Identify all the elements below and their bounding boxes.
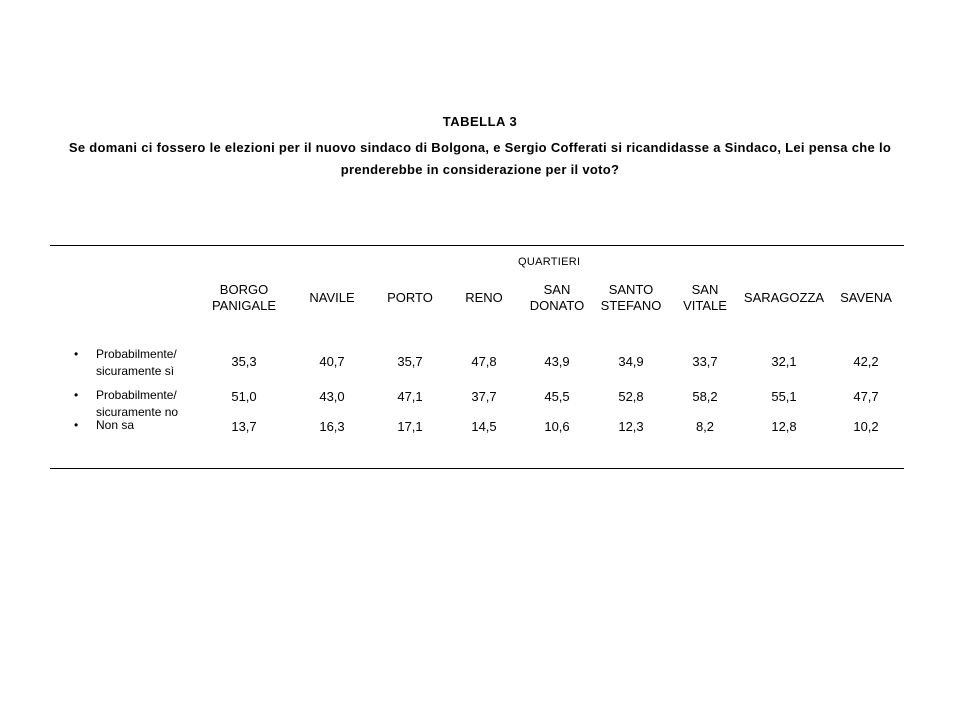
table-cell: 32,1	[771, 354, 797, 369]
row-label-text: Probabilmente/ sicuramente sì	[96, 347, 177, 378]
table-cell: 12,3	[618, 419, 644, 434]
table-cell: 35,3	[231, 354, 257, 369]
column-header: SANTO STEFANO	[600, 282, 662, 313]
table-question: Se domani ci fossero le elezioni per il nuovo sindaco di Bolgona, e Sergio Cofferati si ricandidasse a Sindaco, Lei pensa che lo prenderebbe in considerazione per il voto?	[68, 140, 892, 177]
table-cell: 37,7	[471, 389, 497, 404]
column-header: SAVENA	[840, 290, 892, 305]
table-cell: 58,2	[692, 389, 718, 404]
row-label	[74, 387, 178, 421]
table-cell: 14,5	[471, 419, 497, 434]
column-header: NAVILE	[309, 290, 355, 305]
table-cell: 47,7	[853, 389, 879, 404]
table-cell: 47,8	[471, 354, 497, 369]
table-title: TABELLA 3	[442, 114, 518, 129]
table-cell: 43,0	[319, 389, 345, 404]
table-cell: 55,1	[771, 389, 797, 404]
table-cell: 16,3	[319, 419, 345, 434]
table-cell: 12,8	[771, 419, 797, 434]
table-cell: 42,2	[853, 354, 879, 369]
table-cell: 10,6	[544, 419, 570, 434]
bottom-rule	[50, 468, 904, 469]
column-header: RENO	[465, 290, 503, 305]
table-cell: 13,7	[231, 419, 257, 434]
bullet-icon: •	[74, 388, 79, 402]
row-label	[74, 346, 177, 380]
column-header: SAN DONATO	[529, 282, 585, 313]
table-cell: 34,9	[618, 354, 644, 369]
row-label	[74, 417, 134, 434]
table-cell: 17,1	[397, 419, 423, 434]
table-cell: 33,7	[692, 354, 718, 369]
table-cell: 8,2	[695, 419, 715, 434]
bullet-icon: •	[74, 418, 79, 432]
column-header: PORTO	[387, 290, 433, 305]
table-cell: 43,9	[544, 354, 570, 369]
table-cell: 40,7	[319, 354, 345, 369]
column-header: SARAGOZZA	[743, 290, 825, 305]
column-header: BORGO PANIGALE	[211, 282, 277, 313]
top-rule	[50, 245, 904, 246]
table-cell: 10,2	[853, 419, 879, 434]
table-cell: 51,0	[231, 389, 257, 404]
column-header: SAN VITALE	[683, 282, 727, 313]
bullet-icon: •	[74, 347, 79, 361]
table-cell: 45,5	[544, 389, 570, 404]
table-cell: 52,8	[618, 389, 644, 404]
table-cell: 35,7	[397, 354, 423, 369]
row-label-text: Non sa	[96, 418, 135, 432]
table-cell: 47,1	[397, 389, 423, 404]
group-label-quartieri: QUARTIERI	[518, 256, 581, 268]
row-label-text: Probabilmente/ sicuramente no	[96, 388, 179, 419]
